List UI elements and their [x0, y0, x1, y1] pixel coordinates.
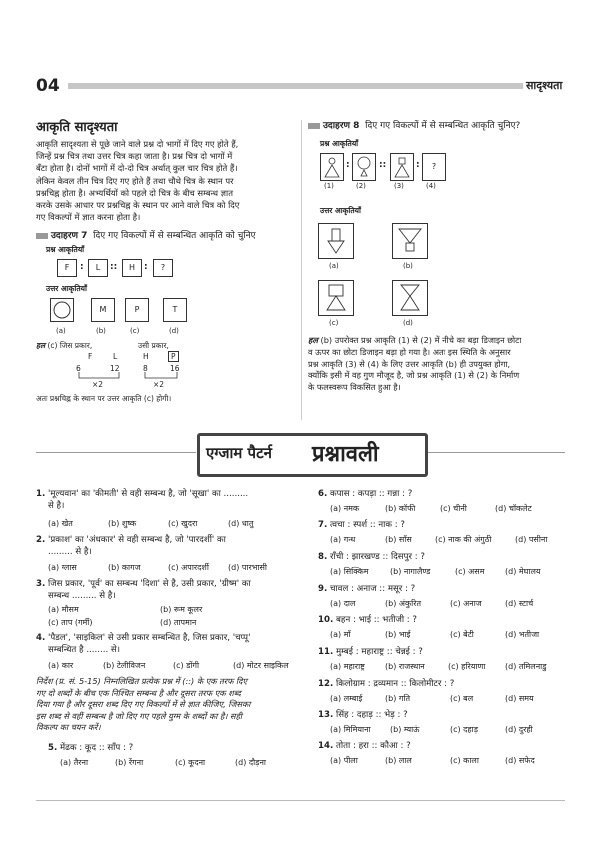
fig-label: (3) [394, 182, 404, 190]
square-over-triangle-icon [319, 281, 353, 315]
question-13: 13. सिंह : दहाड़ :: भेड़ : ? [318, 710, 408, 720]
ex7-conclusion: अतः प्रश्नचिह्न के स्थान पर उत्तर आकृति (c) होगी। [36, 394, 172, 403]
ex7-a-fig-b: M [91, 298, 115, 322]
question-5: 5. मेंढक : कूद :: साँप : ? [48, 743, 134, 753]
calc1-letter-a: F [88, 352, 93, 361]
fig-label: (1) [324, 182, 334, 190]
banner-heading: प्रश्नावली [312, 442, 379, 467]
page-number: 04 [36, 76, 60, 96]
calc2-multiplier: ×2 [153, 380, 165, 389]
banner-rule-left [36, 452, 196, 453]
footer-rule [36, 800, 565, 801]
option-label: (b) [403, 262, 413, 270]
ex7-q-fig-3: H [122, 259, 142, 277]
ex7-a-fig-a [50, 298, 74, 322]
option-label: (c) [329, 319, 339, 327]
question-1: 1. 'मूल्यवान' का 'कीमती' से वही सम्बन्ध है, जो 'सूखा' का ......... से है। [36, 489, 249, 511]
banner-label: एग्जाम पैटर्न [206, 444, 272, 462]
example-8-heading: उदाहरण 8 दिए गए विकल्पों में से सम्बन्धित आकृति चुनिए? [308, 120, 520, 133]
option-label: (c) [130, 327, 140, 335]
ex8-a-fig-c [318, 280, 354, 316]
ex8-q-fig-1 [320, 153, 344, 181]
calc2-num-a: 8 [143, 364, 148, 373]
ex7-solution-line: हल (c) जिस प्रकार, [36, 341, 93, 350]
example-7-heading: उदाहरण 7 दिए गए विकल्पों में से सम्बन्धित आकृति को चुनिए [36, 230, 256, 243]
option-label: (d) [403, 319, 413, 327]
ratio-colon: : [416, 160, 420, 170]
hourglass-icon [393, 281, 427, 315]
ratio-double-colon: :: [379, 160, 387, 170]
ex8-question-heading: प्रश्न आकृतियाँ [320, 139, 359, 148]
calc2-letter-b: P [168, 351, 179, 362]
question-3: 3. जिस प्रकार, 'पूर्व' का सम्बन्ध 'दिशा' से है, उसी प्रकार, 'ग्रीष्म' का सम्बन्ध ......... से है। [36, 579, 251, 601]
circle-over-triangle-icon [321, 154, 343, 180]
exam-pattern-banner [197, 433, 428, 477]
question-14: 14. तोता : हरा :: कौआ : ? [318, 741, 411, 751]
option-label: (b) [96, 327, 106, 335]
triangle-over-circle-icon [353, 154, 375, 180]
intro-paragraph: आकृति सादृश्यता से पूछे जाने वाले प्रश्न दो भागों में दिए गए होते हैं, जिन्हें प्रश्न चित्र तथा उत्तर चित्र कहा जाता है। प्रश्न चित्र दो भागों में बँटा होता है। दोनों भागों में दो-दो चित्र अर्थात् कुल चार चित्र होते हैं। लेकिन केवल तीन चित्र दिए गए होते हैं तथा चौथे चित्र के स्थान पर प्रश्नचिह्न होता है। अभ्यर्थियों को पहले दो चित्र के बीच सम्बन्ध ज्ञात करके उसके आधार पर प्रश्नचिह्न के स्थान पर आने वाले चित्र को दिए गए विकल्पों में ज्ञात करना होता है। [36, 139, 240, 223]
ex8-q-fig-4: ? [422, 153, 446, 181]
ex7-question-heading: प्रश्न आकृतियाँ [46, 245, 85, 254]
option-label: (a) [329, 262, 339, 270]
ratio-colon: : [346, 160, 350, 170]
square-over-triangle-icon [391, 154, 413, 180]
ex8-q-fig-3 [390, 153, 414, 181]
question-2: 2. 'प्रकाश' का 'अंधकार' से वही सम्बन्ध है, जो 'पारदर्शी' का ......... से है। [36, 535, 226, 557]
ex7-answer-heading: उत्तर आकृतियाँ [46, 284, 87, 293]
ex8-a-fig-b [392, 223, 428, 259]
question-9: 9. चावल : अनाज :: मसूर : ? [318, 584, 416, 594]
ratio-colon: : [80, 262, 84, 272]
ex7-a-fig-d: T [163, 298, 187, 322]
ex7-a-fig-c: P [125, 298, 149, 322]
calc1-num-a: 6 [76, 364, 81, 373]
ex7-solution-line-2: उसी प्रकार, [138, 341, 169, 350]
banner-rule-right [425, 452, 565, 453]
question-12: 12. किलोग्राम : द्रव्यमान :: किलोमीटर : ? [318, 679, 455, 689]
ex8-a-fig-d [392, 280, 428, 316]
header-bar [68, 83, 523, 89]
ex8-solution: हल (b) उपरोक्त प्रश्न आकृति (1) से (2) में नीचे का बड़ा डिजाइन छोटा व ऊपर का छोटा डिजाइन बड़ा हो गया है। अतः इस स्थिति के अनुसार प्रश्न आकृति (3) से (4) के लिए उत्तर आकृति (b) ही उपयुक्त होगा, क्योंकि इसी में वह गुण मौजूद है, जो प्रश्न आकृति (1) से (2) के निर्माण के फलस्वरूप विकसित हुआ है। [308, 335, 522, 393]
option-label: (d) [169, 327, 179, 335]
fig-label: (4) [426, 182, 436, 190]
question-6: 6. कपास : कपड़ा :: गन्ना : ? [318, 489, 413, 499]
question-7: 7. त्वचा : स्पर्श :: नाक : ? [318, 520, 405, 530]
ex8-a-fig-a [318, 223, 354, 259]
direction-block: निर्देश (प्र. सं. 5-15) निम्नलिखित प्रत्येक प्रश्न में (::) के एक तरफ दिए गए दो शब्दों के बीच एक निश्चित सम्बन्ध है और दूसरा तरफ एक शब्द दिया गया है और दूसरा शब्द दिए गए विकल्पों में से ज्ञात कीजिए, जिसका इस शब्द से वहीं सम्बन्ध है जो दिए गए पहले युग्म के शब्दों का है। सही विकल्प का चयन करें। [36, 676, 251, 733]
column-divider [301, 120, 302, 420]
question-10: 10. बहन : भाई :: भतीजी : ? [318, 615, 417, 625]
triangle-over-square-icon [393, 224, 427, 258]
question-11: 11. मुम्बई : महाराष्ट्र :: चेन्नई : ? [318, 647, 423, 657]
fig-label: (2) [356, 182, 366, 190]
ratio-double-colon: :: [110, 262, 118, 272]
calc2-letter-a: H [143, 352, 149, 361]
calc1-letter-b: L [113, 352, 118, 361]
calc1-num-b: 12 [110, 364, 120, 373]
option-label: (a) [56, 327, 66, 335]
question-8: 8. राँची : झारखण्ड :: दिसपुर : ? [318, 552, 425, 562]
ex7-q-fig-1: F [57, 259, 77, 277]
ex8-q-fig-2 [352, 153, 376, 181]
ratio-colon: : [144, 262, 148, 272]
question-4: 4. 'पैडल', 'साइकिल' से उसी प्रकार सम्बन्धित है, जिस प्रकार, 'चप्पू' सम्बन्धित है ........ से। [36, 633, 251, 655]
ex8-answer-heading: उत्तर आकृतियाँ [320, 206, 361, 215]
topic-title: आकृति सादृश्यता [36, 120, 118, 135]
section-title: सादृश्यता [526, 79, 563, 92]
circle-icon [51, 299, 73, 321]
calc1-multiplier: ×2 [92, 380, 104, 389]
ex7-q-fig-4: ? [153, 259, 173, 277]
arrow-down-icon [319, 224, 353, 258]
calc2-num-b: 16 [170, 364, 180, 373]
ex7-q-fig-2: L [88, 259, 108, 277]
